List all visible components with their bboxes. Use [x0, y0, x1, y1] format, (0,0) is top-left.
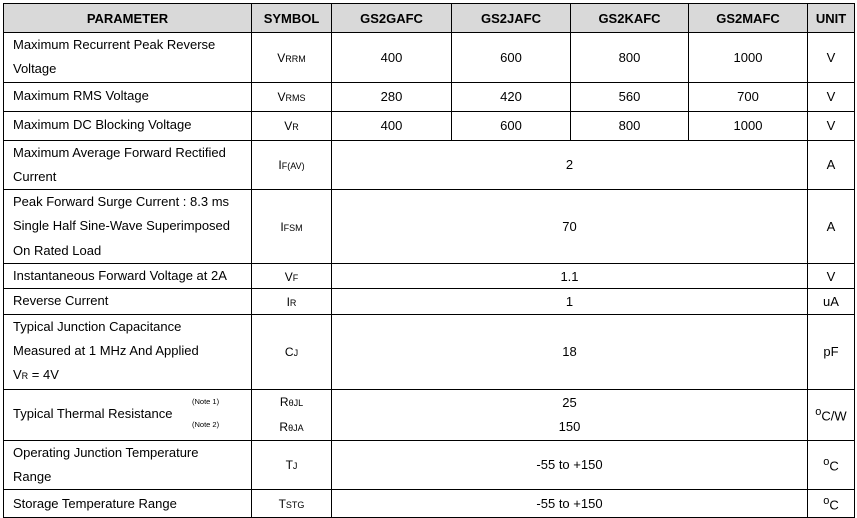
param-cell [4, 314, 252, 389]
symbol-main: T [285, 458, 293, 473]
value-gs2gafc: 280 [332, 82, 452, 111]
value-gs2kafc: 560 [571, 82, 689, 111]
degree-mark: o [823, 494, 830, 507]
param-cell: Maximum DC Blocking Voltage [4, 111, 252, 140]
param-text: Voltage [13, 61, 57, 77]
symbol-sub: R [289, 298, 297, 309]
symbol-main: I [278, 158, 282, 173]
symbol-main: I [286, 295, 290, 310]
symbol-main: I [280, 220, 284, 235]
row-ifsm [4, 190, 855, 264]
unit-cell: V [808, 33, 855, 83]
symbol-cell [252, 190, 332, 264]
symbol-sub: θJA [288, 422, 304, 433]
param-text [13, 363, 251, 388]
symbol-sub: θJL [288, 397, 304, 408]
symbol-cell [252, 140, 332, 190]
symbol-line-2 [252, 415, 331, 440]
symbol-sub: R [292, 122, 299, 133]
param-cell [4, 389, 252, 440]
param-text: Maximum Recurrent Peak Reverse [13, 37, 216, 52]
symbol-main: T [278, 497, 286, 512]
param-cell: Storage Temperature Range [4, 490, 252, 518]
value-gs2kafc: 800 [571, 33, 689, 83]
param-cell [4, 33, 252, 83]
symbol-main: V [277, 50, 286, 65]
value-cell: 2 [332, 140, 808, 190]
symbol-cell [252, 264, 332, 289]
symbol-cell [252, 111, 332, 140]
param-cell: Instantaneous Forward Voltage at 2A [4, 264, 252, 289]
param-text: Operating Junction Temperature [13, 444, 199, 460]
param-cell [4, 190, 252, 264]
value-gs2jafc: 600 [452, 33, 571, 83]
param-text: Measured at 1 MHz And Applied [13, 342, 199, 358]
symbol-main: V [284, 119, 293, 134]
value-gs2mafc: 1000 [689, 111, 808, 140]
note-2: (Note 2) [192, 420, 220, 430]
symbol-cell [252, 389, 332, 440]
row-ir [4, 289, 855, 314]
degree-mark: o [815, 405, 822, 418]
header-gs2jafc: GS2JAFC [452, 4, 571, 33]
value-gs2mafc: 1000 [689, 33, 808, 83]
row-cj [4, 314, 855, 389]
row-tj [4, 440, 855, 490]
param-cell [4, 440, 252, 490]
row-ifav [4, 140, 855, 190]
value-cell [332, 389, 808, 440]
symbol-sub: RMS [285, 93, 306, 104]
symbol-main: R [279, 394, 289, 409]
header-symbol: SYMBOL [252, 4, 332, 33]
unit-cell [808, 490, 855, 518]
symbol-main: R [279, 419, 289, 434]
value-gs2jafc: 600 [452, 111, 571, 140]
unit-text: C [829, 458, 839, 474]
value-gs2jafc: 420 [452, 82, 571, 111]
row-vrms [4, 82, 855, 111]
param-cell: Maximum RMS Voltage [4, 82, 252, 111]
row-vr [4, 111, 855, 140]
param-text: Typical Thermal Resistance [13, 406, 173, 422]
header-row [4, 4, 855, 33]
symbol-cell [252, 440, 332, 490]
param-symbol-sub: R [21, 371, 29, 382]
header-gs2kafc: GS2KAFC [571, 4, 689, 33]
value-cell: 1 [332, 289, 808, 314]
header-parameter: PARAMETER [4, 4, 252, 33]
symbol-sub: J [293, 348, 299, 359]
degree-mark: o [823, 456, 830, 469]
row-thermal [4, 389, 855, 440]
symbol-line-1 [252, 390, 331, 415]
symbol-sub: FSM [283, 223, 303, 234]
value-gs2mafc: 700 [689, 82, 808, 111]
symbol-sub: RRM [285, 53, 306, 64]
header-gs2gafc: GS2GAFC [332, 4, 452, 33]
unit-cell: V [808, 111, 855, 140]
thermal-param-wrap [13, 390, 251, 439]
param-text: Single Half Sine-Wave Superimposed [13, 218, 231, 234]
param-text: Peak Forward Surge Current : 8.3 ms [13, 194, 230, 210]
row-tstg [4, 490, 855, 518]
symbol-sub: STG [285, 500, 305, 511]
symbol-cell [252, 314, 332, 389]
value-gs2gafc: 400 [332, 111, 452, 140]
symbol-sub: J [292, 461, 298, 472]
value-gs2kafc: 800 [571, 111, 689, 140]
unit-text: C [829, 497, 839, 513]
value-gs2gafc: 400 [332, 33, 452, 83]
param-text: On Rated Load [13, 242, 102, 258]
symbol-main: C [284, 345, 294, 360]
row-vf [4, 264, 855, 289]
unit-text: C/W [821, 408, 847, 424]
unit-cell [808, 389, 855, 440]
symbol-main: V [284, 269, 293, 284]
value-cell: 1.1 [332, 264, 808, 289]
param-symbol-rest: = 4V [28, 367, 59, 383]
value-line-2: 150 [558, 418, 581, 434]
unit-cell: V [808, 82, 855, 111]
row-vrrm [4, 33, 855, 83]
param-text: Range [13, 468, 52, 484]
value-cell: -55 to +150 [332, 440, 808, 490]
symbol-cell [252, 490, 332, 518]
unit-cell: A [808, 140, 855, 190]
unit-cell: A [808, 190, 855, 264]
param-cell [4, 140, 252, 190]
param-text: Typical Junction Capacitance [13, 318, 182, 334]
note-1: (Note 1) [192, 397, 220, 407]
unit-cell [808, 440, 855, 490]
symbol-main: V [277, 90, 286, 105]
unit-cell: uA [808, 289, 855, 314]
symbol-cell [252, 33, 332, 83]
ratings-table [3, 3, 855, 518]
value-cell: 18 [332, 314, 808, 389]
value-line-1: 25 [562, 394, 577, 410]
header-gs2mafc: GS2MAFC [689, 4, 808, 33]
value-cell: -55 to +150 [332, 490, 808, 518]
symbol-sub: F(AV) [281, 161, 305, 172]
param-cell: Reverse Current [4, 289, 252, 314]
value-cell: 70 [332, 190, 808, 264]
param-text: Current [13, 168, 57, 184]
symbol-cell [252, 82, 332, 111]
symbol-cell [252, 289, 332, 314]
param-text: Maximum Average Forward Rectified [13, 144, 226, 160]
header-unit: UNIT [808, 4, 855, 33]
param-symbol-main: V [13, 367, 22, 383]
symbol-sub: F [292, 272, 299, 283]
unit-cell: V [808, 264, 855, 289]
unit-cell: pF [808, 314, 855, 389]
